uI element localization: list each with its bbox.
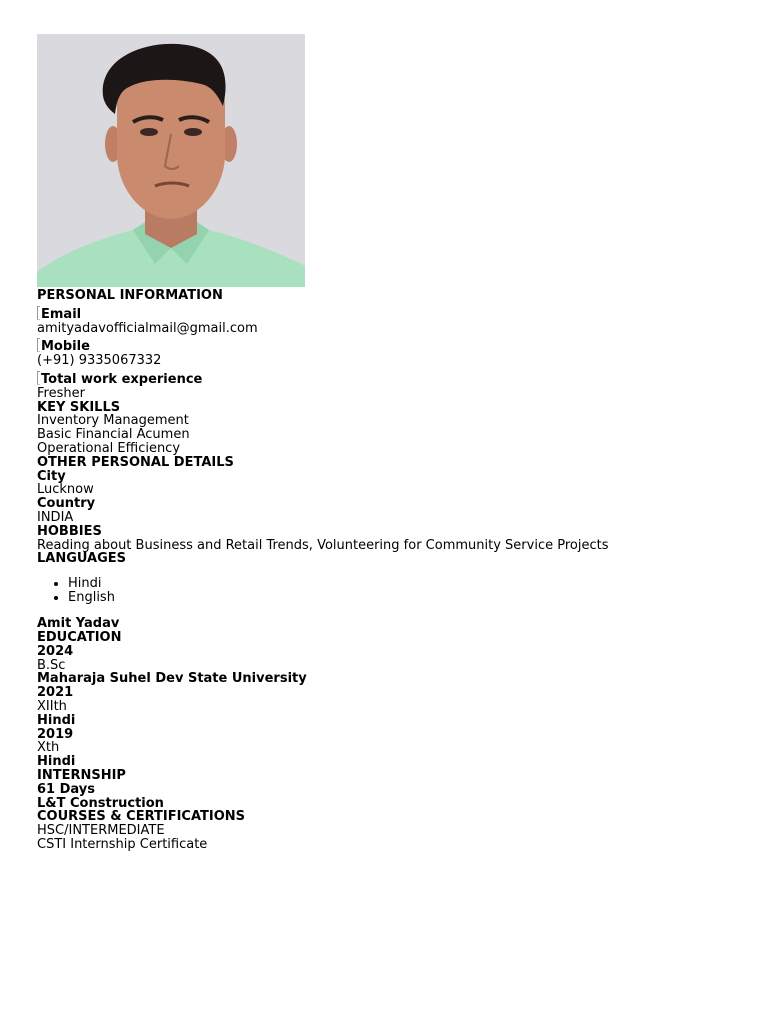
candidate-name: Amit Yadav (37, 616, 120, 632)
hobbies-text: Reading about Business and Retail Trends, Volunteering for Community Service Projects (37, 537, 609, 553)
email-icon (37, 306, 40, 320)
education-year: 2024 (37, 643, 74, 659)
languages-list (37, 577, 768, 605)
education-heading: EDUCATION (37, 629, 122, 645)
course-item: HSC/INTERMEDIATE (37, 823, 165, 839)
city-label: City (37, 468, 66, 484)
experience-label: Total work experience (41, 371, 203, 387)
personal-info-heading: PERSONAL INFORMATION (37, 288, 223, 303)
profile-photo-illustration (37, 34, 305, 287)
other-details-heading: OTHER PERSONAL DETAILS (37, 454, 234, 470)
mobile-icon (37, 338, 40, 352)
email-value: amityadavofficialmail@gmail.com (37, 320, 258, 336)
mobile-label: Mobile (41, 339, 90, 355)
languages-heading: LANGUAGES (37, 551, 127, 567)
language-item: • Hindi (68, 577, 768, 591)
email-row (37, 306, 768, 322)
country-label: Country (37, 496, 96, 512)
hobbies-heading: HOBBIES (37, 523, 102, 539)
education-institute: Maharaja Suhel Dev State University (37, 671, 307, 687)
internship-duration: 61 Days (37, 781, 95, 797)
courses-heading: COURSES & CERTIFICATIONS (37, 809, 246, 825)
mobile-row (37, 338, 768, 354)
language-item: • English (68, 591, 768, 605)
city-value: Lucknow (37, 482, 94, 498)
experience-value: Fresher (37, 385, 85, 401)
education-institute: Hindi (37, 754, 76, 770)
experience-row (37, 371, 768, 387)
education-degree: XIIth (37, 698, 67, 714)
skill-item: Inventory Management (37, 413, 189, 429)
education-institute: Hindi (37, 712, 76, 728)
education-year: 2019 (37, 726, 74, 742)
internship-heading: INTERNSHIP (37, 767, 126, 783)
education-degree: Xth (37, 740, 60, 756)
email-label: Email (41, 306, 82, 322)
course-item: CSTI Internship Certificate (37, 836, 208, 852)
country-value: INDIA (37, 509, 74, 525)
internship-company: L&T Construction (37, 795, 164, 811)
profile-photo (37, 34, 305, 287)
education-degree: B.Sc (37, 657, 66, 673)
key-skills-heading: KEY SKILLS (37, 399, 121, 415)
briefcase-icon (37, 371, 40, 385)
skill-item: Basic Financial Acumen (37, 427, 190, 443)
mobile-value: (+91) 9335067332 (37, 353, 162, 369)
education-year: 2021 (37, 685, 74, 701)
skill-item: Operational Efficiency (37, 440, 181, 456)
